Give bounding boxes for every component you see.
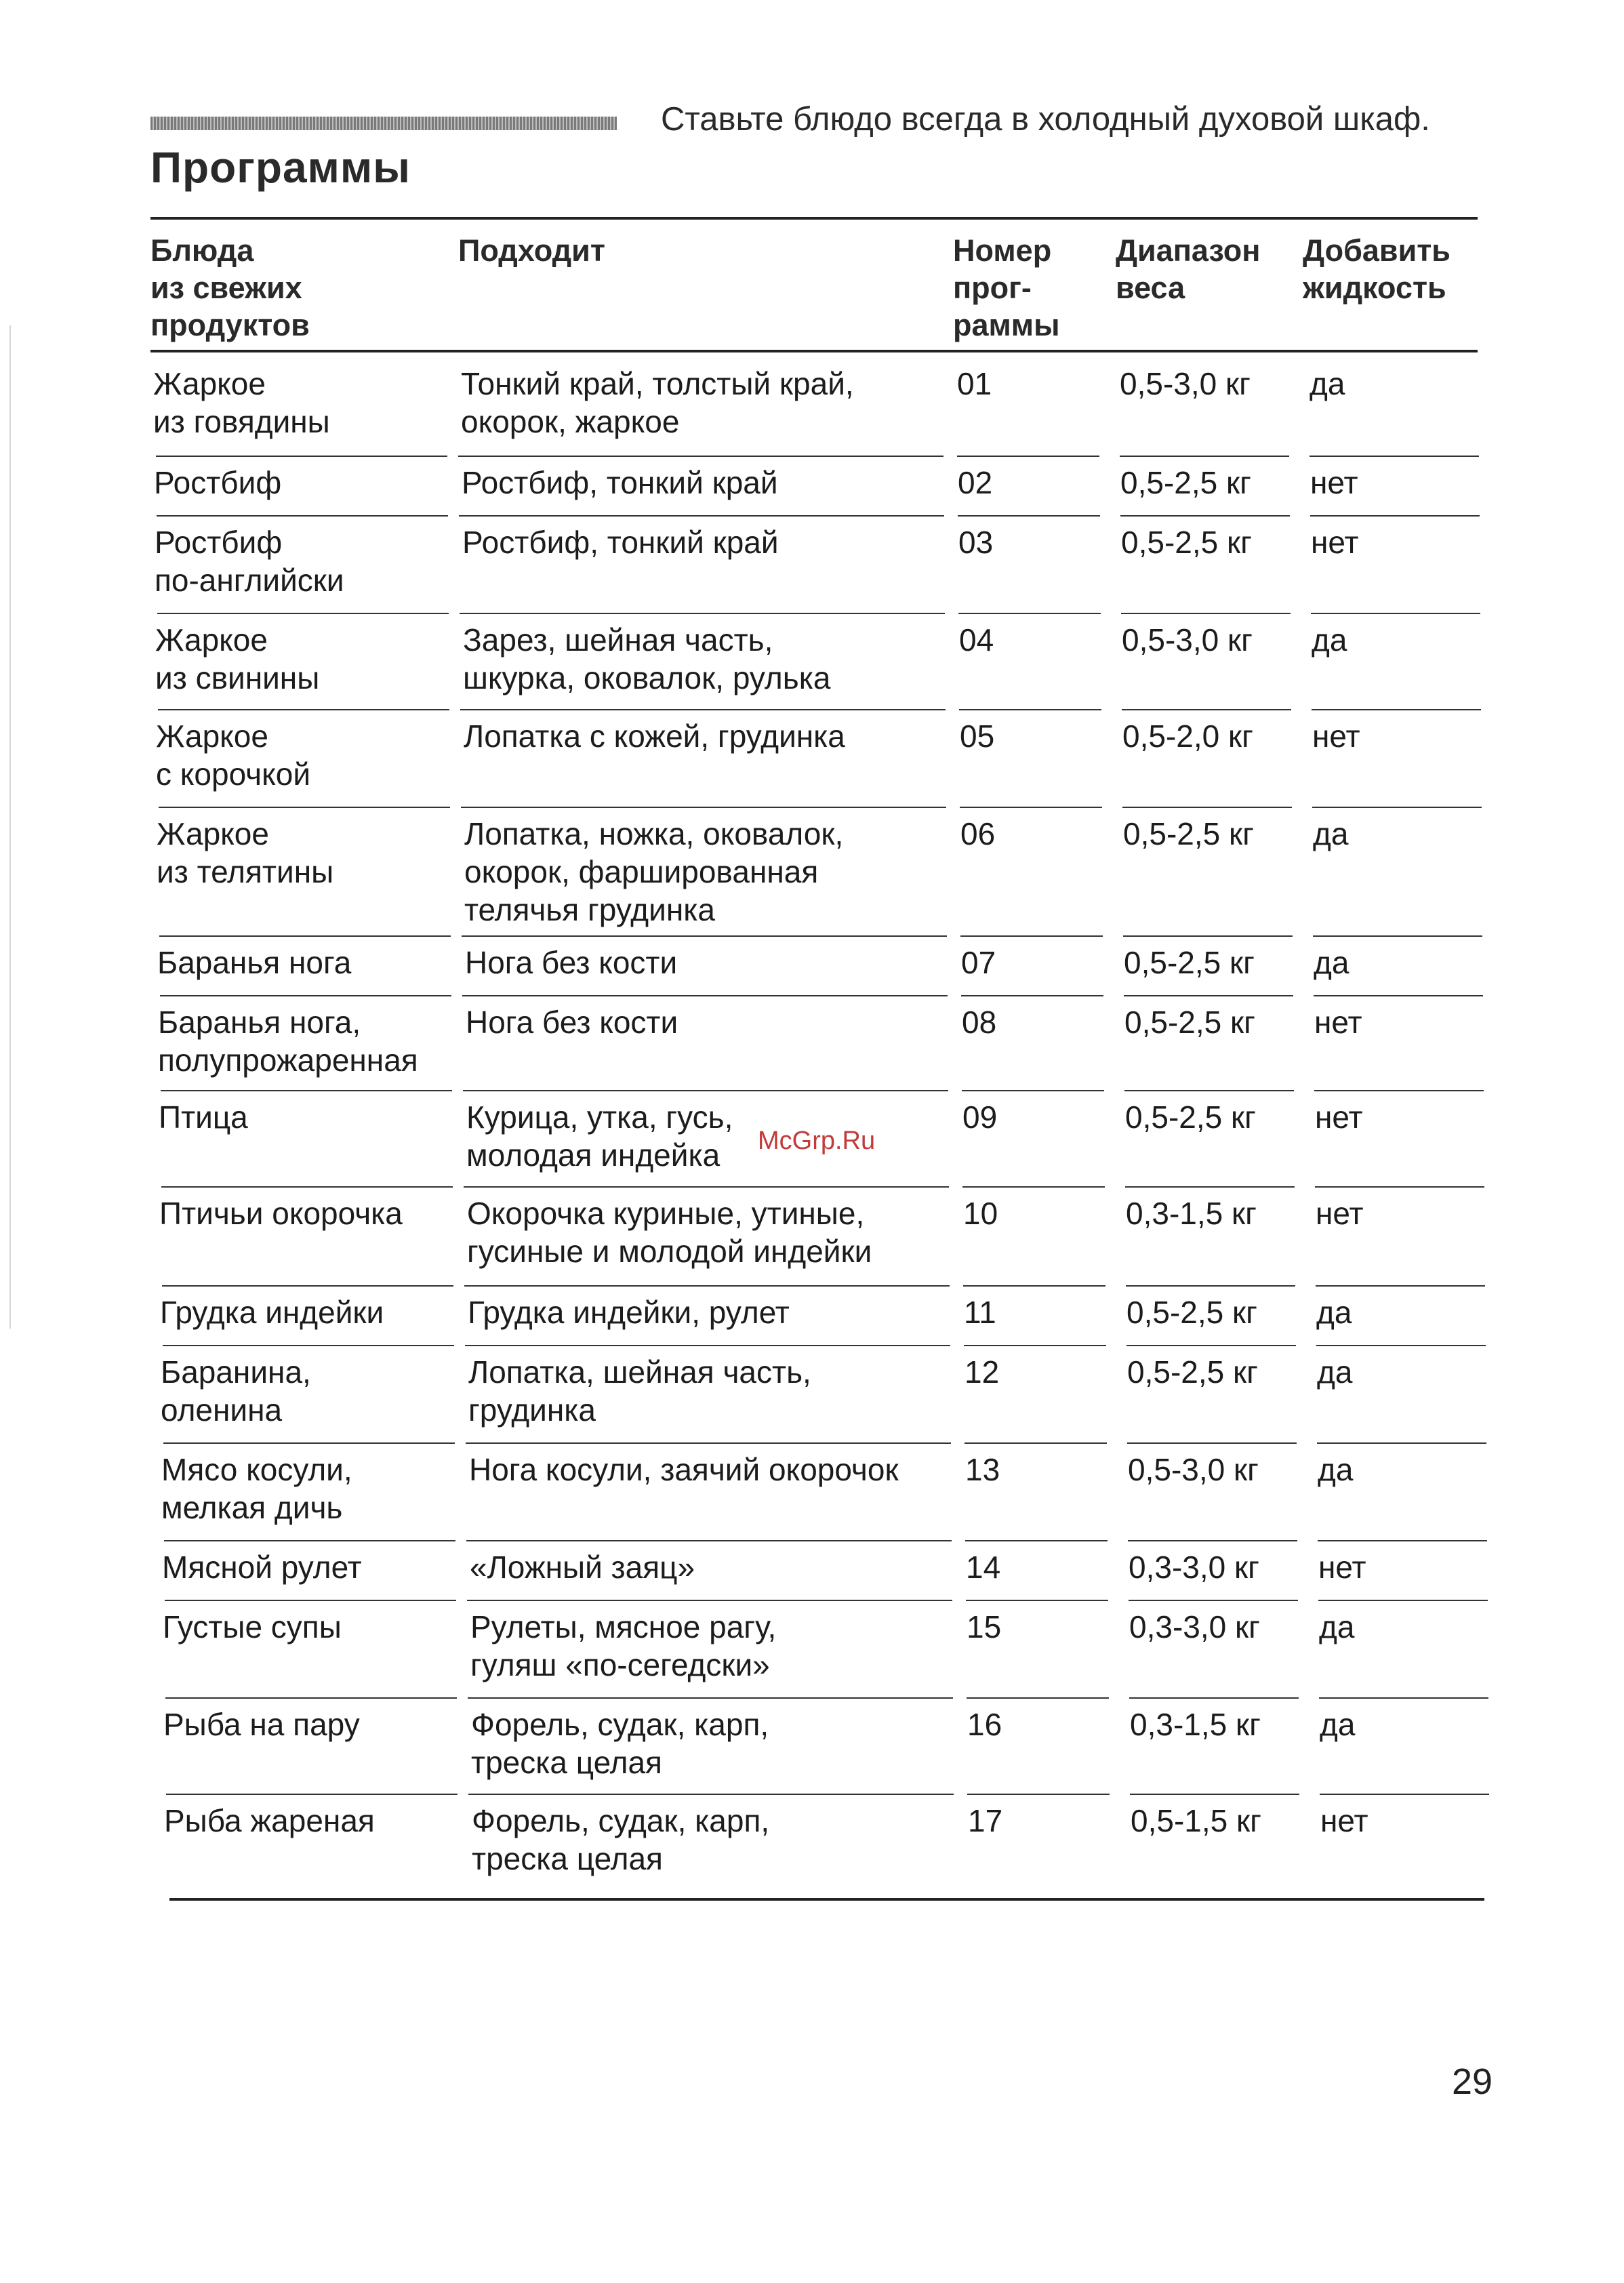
cell-range [1123,815,1306,853]
cell-dish [156,717,454,793]
table-row [0,996,1624,1091]
cell-line: 08 [962,1005,997,1040]
header-liquid-line: Добавить [1303,233,1450,268]
cell-line: 0,5-2,0 кг [1122,719,1253,754]
cell-number [961,944,1110,982]
cell-line: Окорочка куриные, утиные, [467,1196,865,1231]
cell-line: Мясо косули, [161,1452,352,1487]
cell-dish [164,1802,462,1840]
cell-line: Тонкий край, толстый край, [461,366,854,401]
cell-fits [464,717,952,755]
cell-line: Форель, судак, карп, [471,1707,769,1742]
cell-line: из говядины [153,404,330,439]
cell-line: из телятины [157,854,334,889]
cell-liquid [1315,1098,1478,1136]
cell-dish [163,1608,461,1646]
cell-line: грудинка [468,1392,596,1428]
notice-text: Ставьте блюдо всегда в холодный духовой шкаф. [661,101,1430,138]
cell-line: мелкая дичь [161,1490,343,1525]
cell-line: гусиные и молодой индейки [467,1234,872,1269]
cell-line: да [1317,1354,1353,1390]
cell-line: Ростбиф, тонкий край [462,525,779,560]
cell-fits [462,464,950,502]
cell-fits [462,523,950,561]
header-fits: Подходит [458,233,605,268]
table-row [0,1541,1624,1601]
cell-line: нет [1315,1099,1363,1135]
table-row [0,710,1624,808]
cell-fits [464,815,952,929]
cell-line: полупрожаренная [158,1043,418,1078]
cell-line: Нога без кости [466,1005,678,1040]
cell-number [965,1451,1114,1489]
cell-line: 0,3-3,0 кг [1129,1609,1260,1644]
cell-line: Птица [159,1099,248,1135]
cell-line: Рыба на пару [163,1707,360,1742]
cell-line: 09 [962,1099,998,1135]
cell-line: Нога косули, заячий окорочок [469,1452,899,1487]
cell-line: Баранья нога [157,945,352,980]
table-row [0,1188,1624,1287]
cell-line: 06 [960,816,996,851]
table-row [0,1444,1624,1541]
header-number-line: прог- [953,270,1032,305]
cell-fits [472,1802,960,1878]
cell-fits [466,1098,954,1174]
cell-range [1129,1548,1312,1586]
cell-dish [157,815,455,891]
cell-line: 01 [957,366,992,401]
cell-line: 03 [958,525,994,560]
cell-range [1129,1608,1312,1646]
cell-line: Курица, утка, гусь, [466,1099,733,1135]
cell-line: 0,5-2,5 кг [1124,1005,1255,1040]
cell-range [1121,523,1304,561]
cell-number [963,1194,1112,1232]
cell-line: да [1312,622,1347,658]
header-liquid-line: жидкость [1303,270,1446,305]
cell-dish [160,1293,458,1331]
cell-line: Лопатка, ножка, оковалок, [464,816,844,851]
cell-number [958,464,1107,502]
cell-line: Птичьи окорочка [159,1196,403,1231]
cell-liquid [1313,815,1476,853]
cell-line: да [1314,945,1349,980]
cell-line: «Ложный заяц» [470,1550,695,1585]
cell-line: Грудка индейки [160,1295,384,1330]
header-range-line: Диапазон [1116,233,1261,268]
cell-line: 0,5-3,0 кг [1120,366,1251,401]
cell-line: Густые супы [163,1609,342,1644]
cell-number [968,1802,1117,1840]
cell-fits [461,365,949,441]
cell-line: телячья грудинка [464,892,715,927]
cell-line: гуляш «по-сегедски» [470,1647,770,1682]
cell-range [1131,1802,1314,1840]
watermark: McGrp.Ru [758,1127,876,1155]
cell-number [967,1705,1116,1743]
cell-line: 16 [967,1707,1002,1742]
cell-range [1120,365,1303,403]
page-title: Программы [150,143,411,192]
cell-line: 02 [958,465,993,500]
cell-liquid [1319,1608,1482,1646]
cell-number [964,1293,1113,1331]
cell-fits [466,1003,954,1041]
header-dish-line: продуктов [150,308,310,342]
cell-number [966,1548,1115,1586]
cell-dish [159,1194,458,1232]
cell-line: нет [1312,719,1360,754]
cell-dish [155,523,453,599]
cell-line: Рулеты, мясное рагу, [470,1609,777,1644]
cell-line: 0,3-1,5 кг [1126,1196,1257,1231]
header-number-line: Номер [953,233,1052,268]
table-row [0,457,1624,517]
cell-line: нет [1311,525,1359,560]
cell-line: Грудка индейки, рулет [468,1295,790,1330]
table-bottom-rule [169,1898,1484,1901]
cell-range [1125,1098,1308,1136]
cell-fits [468,1353,956,1429]
cell-line: 0,5-2,5 кг [1120,465,1251,500]
page-number: 29 [1452,2061,1493,2102]
cell-range [1126,1293,1310,1331]
cell-line: да [1319,1609,1355,1644]
cell-liquid [1312,621,1474,659]
cell-fits [471,1705,959,1781]
cell-line: нет [1316,1196,1364,1231]
cell-line: 10 [963,1196,998,1231]
cell-liquid [1320,1802,1483,1840]
cell-line: 0,5-3,0 кг [1122,622,1253,658]
table-row [0,517,1624,614]
table-row [0,1287,1624,1346]
cell-line: нет [1314,1005,1362,1040]
cell-line: да [1310,366,1345,401]
cell-line: Рыба жареная [164,1803,375,1838]
cell-line: с корочкой [156,756,311,792]
table-row [0,937,1624,996]
cell-line: по-английски [155,563,344,598]
cell-range [1124,944,1307,982]
cell-fits [467,1194,955,1270]
cell-line: нет [1318,1550,1366,1585]
cell-line: Форель, судак, карп, [472,1803,770,1838]
cell-range [1126,1194,1309,1232]
cell-liquid [1312,717,1475,755]
cell-line: Лопатка с кожей, грудинка [464,719,845,754]
cell-number [957,365,1106,403]
cell-line: 0,3-1,5 кг [1130,1707,1261,1742]
cell-liquid [1310,464,1473,502]
cell-number [959,621,1108,659]
cell-line: треска целая [472,1841,663,1876]
cell-line: 15 [967,1609,1002,1644]
cell-liquid [1318,1451,1480,1489]
header-range-line: веса [1116,270,1185,305]
cell-line: 0,5-2,5 кг [1125,1099,1256,1135]
cell-liquid [1310,365,1472,403]
cell-dish [161,1451,460,1527]
cell-range [1124,1003,1307,1041]
cell-line: 0,5-3,0 кг [1128,1452,1259,1487]
cell-range [1122,717,1305,755]
cell-line: треска целая [471,1745,662,1780]
cell-line: 0,5-2,5 кг [1124,945,1255,980]
cell-number [958,523,1108,561]
cell-number [962,1098,1112,1136]
header-dish-line: Блюда [150,233,254,268]
cell-number [965,1353,1114,1391]
cell-dish [162,1548,460,1586]
cell-line: 0,5-2,5 кг [1121,525,1252,560]
cell-dish [159,1098,457,1136]
cell-range [1120,464,1303,502]
cell-line: Баранина, [161,1354,311,1390]
cell-line: да [1313,816,1349,851]
cell-line: 0,5-1,5 кг [1131,1803,1261,1838]
cell-number [967,1608,1116,1646]
cell-number [960,717,1109,755]
cell-line: 0,5-2,5 кг [1123,816,1254,851]
cell-fits [470,1608,958,1684]
cell-liquid [1311,523,1474,561]
cell-liquid [1317,1353,1480,1391]
cell-fits [468,1293,956,1331]
cell-dish [155,621,453,697]
cell-dish [157,944,455,982]
cell-line: 05 [960,719,995,754]
table-row [0,614,1624,710]
cell-number [960,815,1110,853]
cell-line: 12 [965,1354,1000,1390]
cell-range [1127,1353,1310,1391]
cell-line: Жаркое [155,622,268,658]
cell-line: Лопатка, шейная часть, [468,1354,811,1390]
cell-liquid [1316,1194,1478,1232]
cell-number [962,1003,1111,1041]
cell-dish [161,1353,459,1429]
cell-line: 0,5-2,5 кг [1126,1295,1257,1330]
cell-line: 11 [964,1295,996,1330]
cell-liquid [1320,1705,1482,1743]
cell-line: Зарез, шейная часть, [463,622,773,658]
cell-line: Ростбиф, тонкий край [462,465,778,500]
cell-range [1130,1705,1313,1743]
cell-range [1128,1451,1311,1489]
table-row [0,808,1624,937]
cell-line: шкурка, оковалок, рулька [463,660,831,695]
cell-range [1122,621,1305,659]
cell-line: оленина [161,1392,283,1428]
cell-line: молодая индейка [466,1137,720,1173]
table-row [0,1601,1624,1699]
cell-line: да [1316,1295,1352,1330]
cell-fits [469,1451,957,1489]
cell-line: 0,3-3,0 кг [1129,1550,1259,1585]
cell-dish [163,1705,462,1743]
cell-dish [153,365,451,441]
cell-line: Жаркое [153,366,266,401]
cell-line: 04 [959,622,994,658]
header-number-line: раммы [953,308,1060,342]
cell-line: нет [1310,465,1358,500]
table-row [0,1699,1624,1795]
cell-liquid [1318,1548,1481,1586]
cell-line: из свинины [155,660,320,695]
cell-liquid [1314,1003,1477,1041]
table-row [0,1795,1624,1898]
table-row [0,358,1624,457]
cell-line: Нога без кости [465,945,678,980]
cell-line: Баранья нога, [158,1005,361,1040]
cell-line: да [1320,1707,1356,1742]
cell-fits [470,1548,958,1586]
cell-line: окорок, фаршированная [464,854,819,889]
cell-line: 07 [961,945,996,980]
cell-line: 13 [965,1452,1000,1487]
table-row [0,1346,1624,1444]
cell-fits [465,944,953,982]
cell-liquid [1316,1293,1479,1331]
cell-line: да [1318,1452,1354,1487]
cell-dish [158,1003,456,1079]
cell-line: Ростбиф [155,525,283,560]
cell-line: 17 [968,1803,1003,1838]
cell-line: Ростбиф [154,465,282,500]
header-dish-line: из свежих [150,270,302,305]
cell-line: нет [1320,1803,1368,1838]
cell-liquid [1314,944,1476,982]
cell-line: окорок, жаркое [461,404,680,439]
cell-dish [154,464,452,502]
cell-line: Жаркое [156,719,268,754]
cell-line: 14 [966,1550,1001,1585]
cell-fits [463,621,951,697]
cell-line: 0,5-2,5 кг [1127,1354,1258,1390]
cell-line: Мясной рулет [162,1550,362,1585]
cell-line: Жаркое [157,816,269,851]
